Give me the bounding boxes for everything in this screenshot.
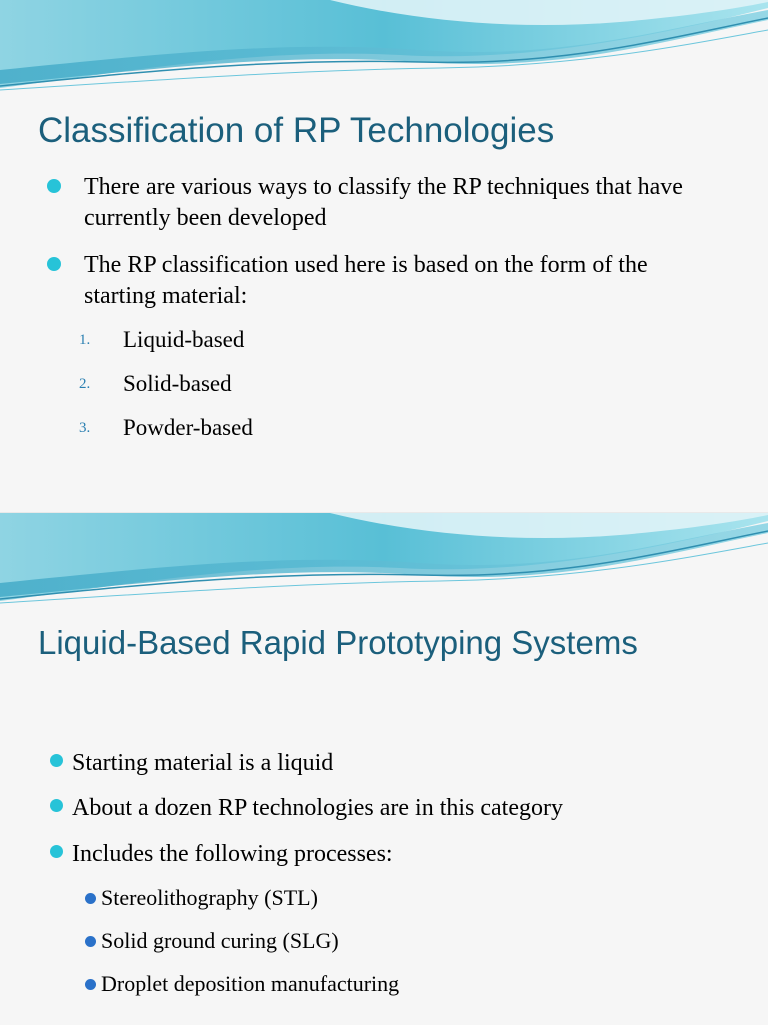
- sub-bullet-item: Solid ground curing (SLG): [101, 928, 339, 954]
- bullet-item: Includes the following processes:: [72, 839, 393, 870]
- sub-bullet-item: Stereolithography (STL): [101, 885, 318, 911]
- sub-bullet-dot-icon: [85, 979, 96, 990]
- bullet-dot-icon: [47, 179, 61, 193]
- wave-banner: [0, 0, 768, 100]
- bullet-item: Starting material is a liquid: [72, 748, 333, 779]
- numbered-item: 3. Powder-based: [79, 415, 253, 440]
- bullet-dot-icon: [50, 845, 63, 858]
- bullet-item: About a dozen RP technologies are in this category: [72, 793, 563, 824]
- sub-bullet-item: Droplet deposition manufacturing: [101, 971, 399, 997]
- slide-1: [0, 0, 768, 512]
- numbered-item: 1. Liquid-based: [79, 327, 245, 352]
- slide-title: Liquid-Based Rapid Prototyping Systems: [38, 624, 638, 661]
- sub-bullet-dot-icon: [85, 893, 96, 904]
- slide-2: [0, 512, 768, 1025]
- bullet-dot-icon: [50, 799, 63, 812]
- bullet-item: The RP classification used here is based on the form of the starting material:: [84, 250, 724, 312]
- bullet-item: There are various ways to classify the RP techniques that have currently been developed: [84, 172, 724, 234]
- slide-title: Classification of RP Technologies: [38, 111, 555, 150]
- bullet-dot-icon: [47, 257, 61, 271]
- sub-bullet-dot-icon: [85, 936, 96, 947]
- wave-banner: [0, 513, 768, 613]
- numbered-item: 2. Solid-based: [79, 371, 232, 396]
- bullet-dot-icon: [50, 754, 63, 767]
